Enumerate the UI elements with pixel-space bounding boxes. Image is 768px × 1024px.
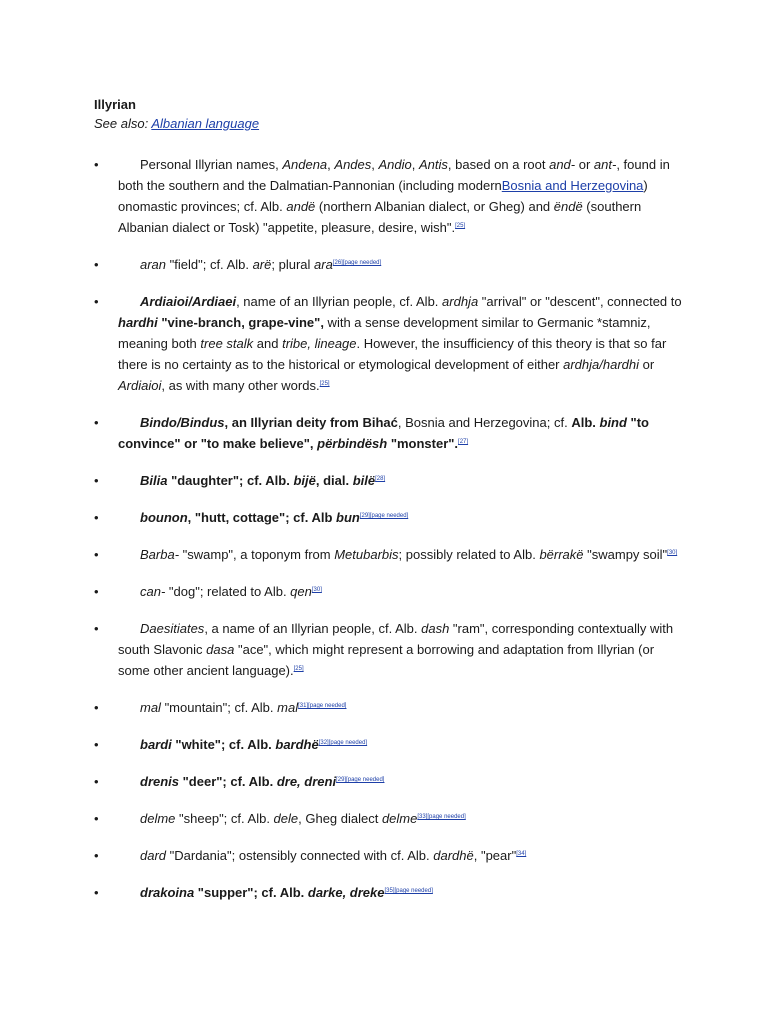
term-text: Andena [282, 157, 328, 172]
term-text: delme [140, 811, 176, 826]
see-also-prefix: See also: [94, 116, 152, 131]
bullet-icon: • [94, 157, 99, 172]
term-text: dasa [206, 642, 235, 657]
item-text: "Dardania"; ostensibly connected with cf. Alb. [166, 848, 434, 863]
term-text: Daesitiates [140, 621, 205, 636]
citation-link[interactable]: [34] [516, 851, 527, 857]
item-text: and [253, 336, 283, 351]
list-item [94, 845, 684, 866]
term-text: dard [140, 848, 167, 863]
bullet-icon: • [94, 811, 99, 826]
term-text: Andio [378, 157, 412, 172]
citation-link[interactable]: [25] [319, 381, 330, 387]
citation-link[interactable]: [29][page needed] [336, 777, 385, 783]
bullet-icon: • [94, 621, 99, 636]
citation-link[interactable]: [27] [458, 439, 469, 445]
bullet-icon: • [94, 415, 99, 430]
item-text: ) onomastic provinces; cf. Alb. [118, 178, 648, 214]
item-text: (southern Albanian dialect or Tosk) "appetite, pleasure, desire, wish". [118, 199, 642, 235]
bullet-icon: • [94, 547, 99, 562]
term-text: "to convince" or "to make believe", [118, 415, 649, 451]
term-text: Antis [419, 157, 448, 172]
item-text: "ace", which might represent a borrowing and adaptation from Illyrian (or some other ancient language). [118, 642, 655, 678]
item-text: ; possibly related to Alb. [398, 547, 540, 562]
item-text: "mountain"; cf. Alb. [160, 700, 278, 715]
item-text: Personal Illyrian names, [140, 157, 283, 172]
item-text: , name of an Illyrian people, cf. Alb. [236, 294, 443, 309]
term-text: "supper"; cf. Alb. [194, 885, 308, 900]
list-item [94, 291, 684, 396]
page-title: Illyrian [94, 97, 136, 112]
list-item [94, 470, 684, 491]
see-also-line [94, 114, 684, 133]
word-list [94, 154, 684, 903]
bullet-icon: • [94, 885, 99, 900]
term-text: dele [273, 811, 299, 826]
list-item [94, 154, 684, 238]
item-text: , "pear" [473, 848, 517, 863]
bullet-icon: • [94, 257, 99, 272]
term-text: , dial. [315, 473, 353, 488]
term-text: bërrakë [539, 547, 584, 562]
bullet-icon: • [94, 848, 99, 863]
bullet-icon: • [94, 473, 99, 488]
term-text: ardhja/hardhi [563, 357, 640, 372]
item-text: or [575, 157, 594, 172]
citation-link[interactable]: [28] [375, 476, 386, 482]
list-item [94, 544, 684, 565]
list-item [94, 882, 684, 903]
term-text: tree stalk [200, 336, 254, 351]
citation-link[interactable]: [29][page needed] [359, 513, 409, 519]
term-text: mal [277, 700, 299, 715]
term-text: dardhë [433, 848, 474, 863]
citation-link[interactable]: [31][page needed] [298, 703, 347, 709]
citation-link[interactable]: [30] [667, 550, 678, 556]
term-text: qen [290, 584, 312, 599]
list-item [94, 254, 684, 275]
term-text: bardi [140, 737, 172, 752]
item-text: , as with many other words. [161, 378, 320, 393]
term-text: "daughter"; cf. Alb. [167, 473, 294, 488]
citation-link[interactable]: [25] [293, 666, 304, 672]
item-text: , [371, 157, 379, 172]
term-text: hardhi [118, 315, 158, 330]
list-item [94, 581, 684, 602]
list-item [94, 697, 684, 718]
term-text: Metubarbis [334, 547, 399, 562]
term-text: "monster". [387, 436, 459, 451]
item-text: , [411, 157, 419, 172]
term-text: "deer"; cf. Alb. [179, 774, 277, 789]
item-text: , [327, 157, 335, 172]
term-text: "vine-branch, grape-vine", [157, 315, 324, 330]
term-text: ardhja [442, 294, 479, 309]
bullet-icon: • [94, 510, 99, 525]
item-text: "field"; cf. Alb. [166, 257, 253, 272]
term-text: bilë [352, 473, 376, 488]
document-page [94, 95, 684, 919]
term-text: dre, dreni [276, 774, 337, 789]
term-text: bind [599, 415, 627, 430]
term-text: can- [140, 584, 166, 599]
item-text: "sheep"; cf. Alb. [175, 811, 274, 826]
term-text: përbindësh [317, 436, 388, 451]
term-text: Andes [334, 157, 372, 172]
term-text: "white"; cf. Alb. [171, 737, 276, 752]
list-item [94, 771, 684, 792]
item-text: , based on a root [447, 157, 550, 172]
citation-link[interactable]: [35][page needed] [384, 888, 433, 894]
bullet-icon: • [94, 700, 99, 715]
term-text: ara [314, 257, 333, 272]
bullet-icon: • [94, 584, 99, 599]
list-item [94, 808, 684, 829]
item-text: ; plural [271, 257, 315, 272]
item-text: , Gheg dialect [298, 811, 382, 826]
citation-link[interactable]: [32][page needed] [318, 740, 368, 746]
term-text: drenis [140, 774, 180, 789]
citation-link[interactable]: [33][page needed] [417, 814, 466, 820]
bullet-icon: • [94, 737, 99, 752]
term-text: Bilia [140, 473, 168, 488]
term-text: bounon [140, 510, 188, 525]
citation-link[interactable]: [30] [311, 587, 322, 593]
item-text: "ram", corresponding contextually with south Slavonic [118, 621, 674, 657]
item-text: "arrival" or "descent", connected to [478, 294, 682, 309]
term-text: mal [140, 700, 161, 715]
term-text: arë [252, 257, 272, 272]
item-text: or [639, 357, 655, 372]
item-text: . However, the insufficiency of this theory is that so far there is no certainty as to the historical or etymological development of either [118, 336, 667, 372]
term-text: , an Illyrian deity from Bihać [224, 415, 398, 430]
item-text: "dog"; related to Alb. [165, 584, 291, 599]
term-text: , "hutt, cottage"; cf. Alb [187, 510, 336, 525]
term-text: bun [336, 510, 360, 525]
term-text: Barba- [140, 547, 180, 562]
term-text: bardhë [275, 737, 319, 752]
term-text: andë [286, 199, 316, 214]
term-text: delme [381, 811, 418, 826]
term-text: Ardiaioi [118, 378, 162, 393]
term-text: and- [549, 157, 576, 172]
list-item [94, 412, 684, 454]
item-text: (northern Albanian dialect, or Gheg) and [315, 199, 554, 214]
term-text: Alb. [571, 415, 600, 430]
item-text: , a name of an Illyrian people, cf. Alb. [204, 621, 422, 636]
term-text: drakoina [140, 885, 195, 900]
term-text: Ardiaioi/Ardiaei [140, 294, 237, 309]
citation-link[interactable]: [26][page needed] [332, 260, 382, 266]
item-text: with a sense development similar to Germanic *stamniz, meaning both [118, 315, 651, 351]
list-item [94, 734, 684, 755]
item-text: , Bosnia and Herzegovina; cf. [397, 415, 572, 430]
item-text: "swamp", a toponym from [179, 547, 335, 562]
term-text: ant- [593, 157, 617, 172]
inline-link[interactable]: Bosnia and Herzegovina [501, 178, 644, 193]
list-item [94, 618, 684, 681]
bullet-icon: • [94, 294, 99, 309]
bullet-icon: • [94, 774, 99, 789]
citation-link[interactable]: [25] [455, 223, 466, 229]
term-text: darke, dreke [307, 885, 385, 900]
term-text: aran [140, 257, 167, 272]
item-text: , found in both the southern and the Dalmatian-Pannonian (including modern [118, 157, 670, 193]
term-text: dash [421, 621, 450, 636]
term-text: ëndë [553, 199, 583, 214]
item-text: "swampy soil" [583, 547, 668, 562]
term-text: Bindo/Bindus [140, 415, 225, 430]
term-text: tribe, lineage [282, 336, 357, 351]
albanian-language-link[interactable]: Albanian language [151, 116, 260, 131]
term-text: bijë [293, 473, 316, 488]
list-item [94, 507, 684, 528]
